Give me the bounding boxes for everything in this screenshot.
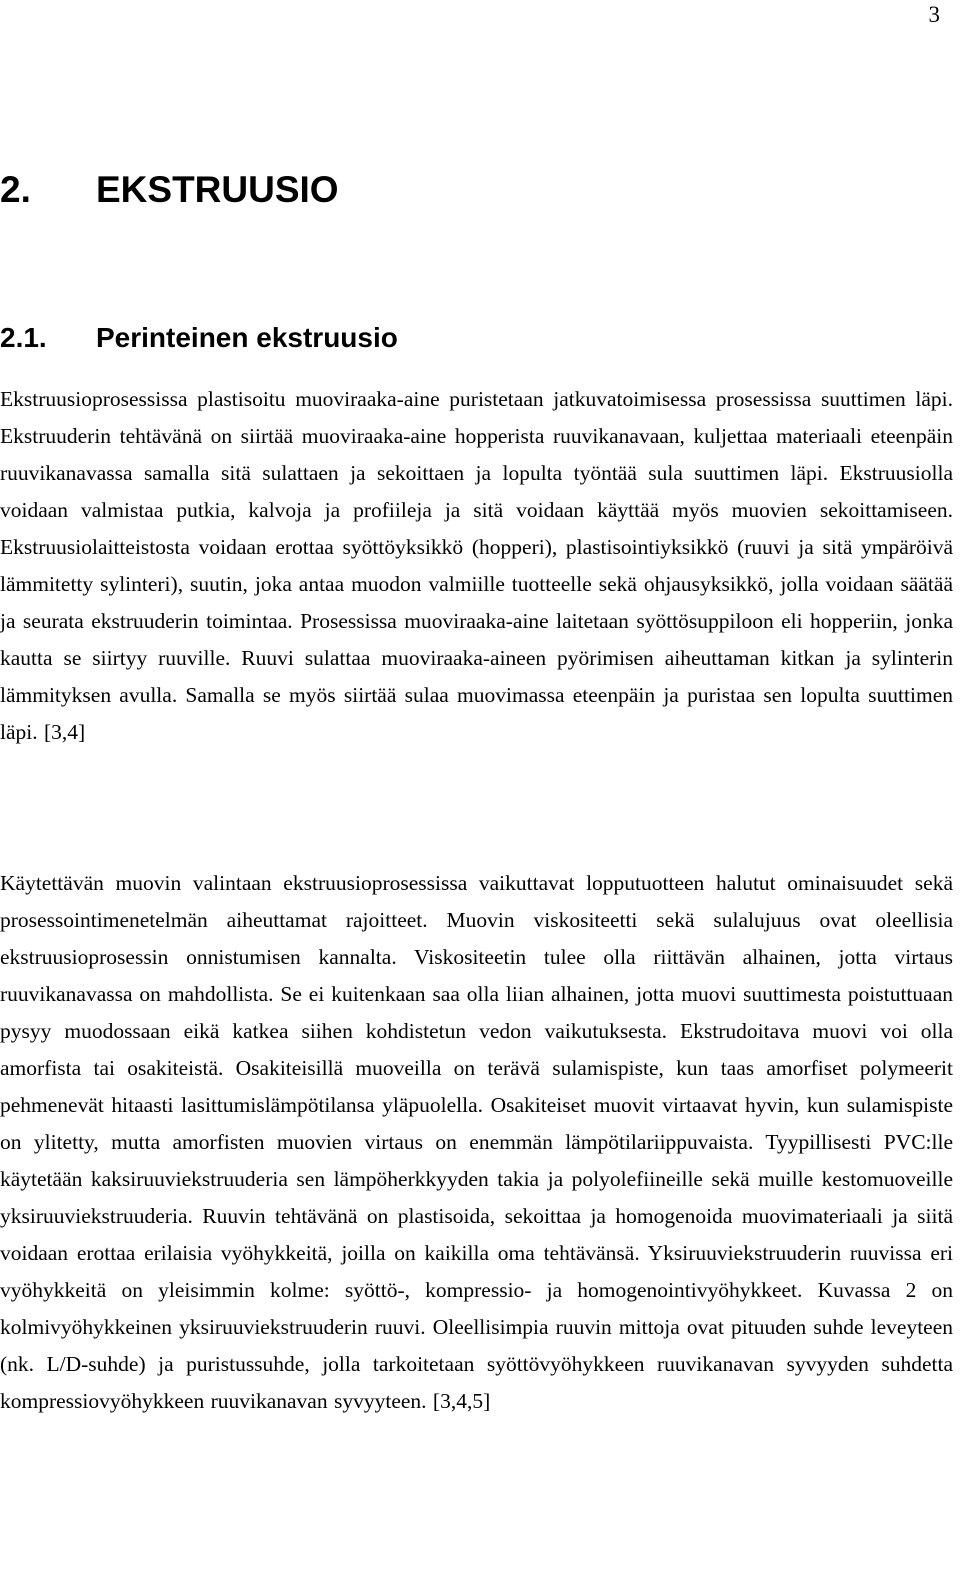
chapter-heading (0, 166, 339, 214)
section-heading (0, 318, 398, 358)
body-paragraph: Ekstruusioprosessissa plastisoitu muoviraaka-aine puristetaan jatkuvatoimisessa prosessissa suuttimen läpi. Ekstruuderin tehtävänä on siirtää muoviraaka-aine hopperista ruuvikanavaan, kuljettaa materiaali eteenpäin ruuvikanavassa samalla sitä sulattaen ja sekoittaen ja lopulta työntää sula suuttimen läpi. Ekstruusiolla voidaan valmistaa putkia, kalvoja ja profiileja ja sitä voidaan käyttää myös muovien sekoittamiseen. Ekstruusiolaitteistosta voidaan erottaa syöttöyksikkö (hopperi), plastisointiyksikkö (ruuvi ja sitä ympäröivä lämmitetty sylinteri), suutin, joka antaa muodon valmiille tuotteelle sekä ohjausyksikkö, jolla voidaan säätää ja seurata ekstruuderin toimintaa. Prosessissa muoviraaka-aine laitetaan syöttösuppiloon eli hopperiin, jonka kautta se siirtyy ruuville. Ruuvi sulattaa muoviraaka-aineen pyörimisen aiheuttaman kitkan ja sylinterin lämmityksen avulla. Samalla se myös siirtää sulaa muovimassa eteenpäin ja puristaa sen lopulta suuttimen läpi. [3,4] (0, 387, 953, 744)
chapter-number: 2. (0, 169, 31, 210)
body-paragraph: Käytettävän muovin valintaan ekstruusioprosessissa vaikuttavat lopputuotteen halutut ominaisuudet sekä prosessointimenetelmän aiheuttamat rajoitteet. Muovin viskositeetti sekä sulalujuus ovat oleellisia ekstruusioprosessin onnistumisen kannalta. Viskositeetin tulee olla riittävän alhainen, jotta virtaus ruuvikanavassa on mahdollista. Se ei kuitenkaan saa olla liian alhainen, jotta muovi suuttimesta poistuttuaan pysyy muodossaan eikä katkea siihen kohdistetun vedon vaikutuksesta. Ekstrudoitava muovi voi olla amorfista tai osakiteistä. Osakiteisillä muoveilla on terävä sulamispiste, kun taas amorfiset polymeerit pehmenevät hitaasti lasittumislämpötilansa yläpuolella. Osakiteiset muovit virtaavat hyvin, kun sulamispiste on ylitetty, mutta amorfisten muovien virtaus on enemmän lämpötilariippuvaista. Tyypillisesti PVC:lle käytetään kaksiruuviekstruuderia sen lämpöherkkyyden takia ja polyolefiineille sekä muille kestomuoveille yksiruuviekstruuderia. Ruuvin tehtävänä on plastisoida, sekoittaa ja homogenoida muovimateriaali ja siitä voidaan erottaa erilaisia vyöhykkeitä, joilla on kaikilla oma tehtävänsä. Yksiruuviekstruuderin ruuvissa eri vyöhykkeitä on yleisimmin kolme: syöttö-, kompressio- ja homogenointivyöhykkeet. Kuvassa 2 on kolmivyöhykkeinen yksiruuviekstruuderin ruuvi. Oleellisimpia ruuvin mittoja ovat pituuden suhde leveyteen (nk. L/D-suhde) ja puristussuhde, jolla tarkoitetaan syöttövyöhykkeen ruuvikanavan syvyyden suhdetta kompressiovyöhykkeen ruuvikanavan syvyyteen. [3,4,5] (0, 871, 953, 1413)
page-number: 3 (928, 2, 940, 27)
section-title: Perinteinen ekstruusio (96, 322, 398, 353)
chapter-title: EKSTRUUSIO (96, 169, 339, 210)
section-number: 2.1. (0, 322, 47, 353)
